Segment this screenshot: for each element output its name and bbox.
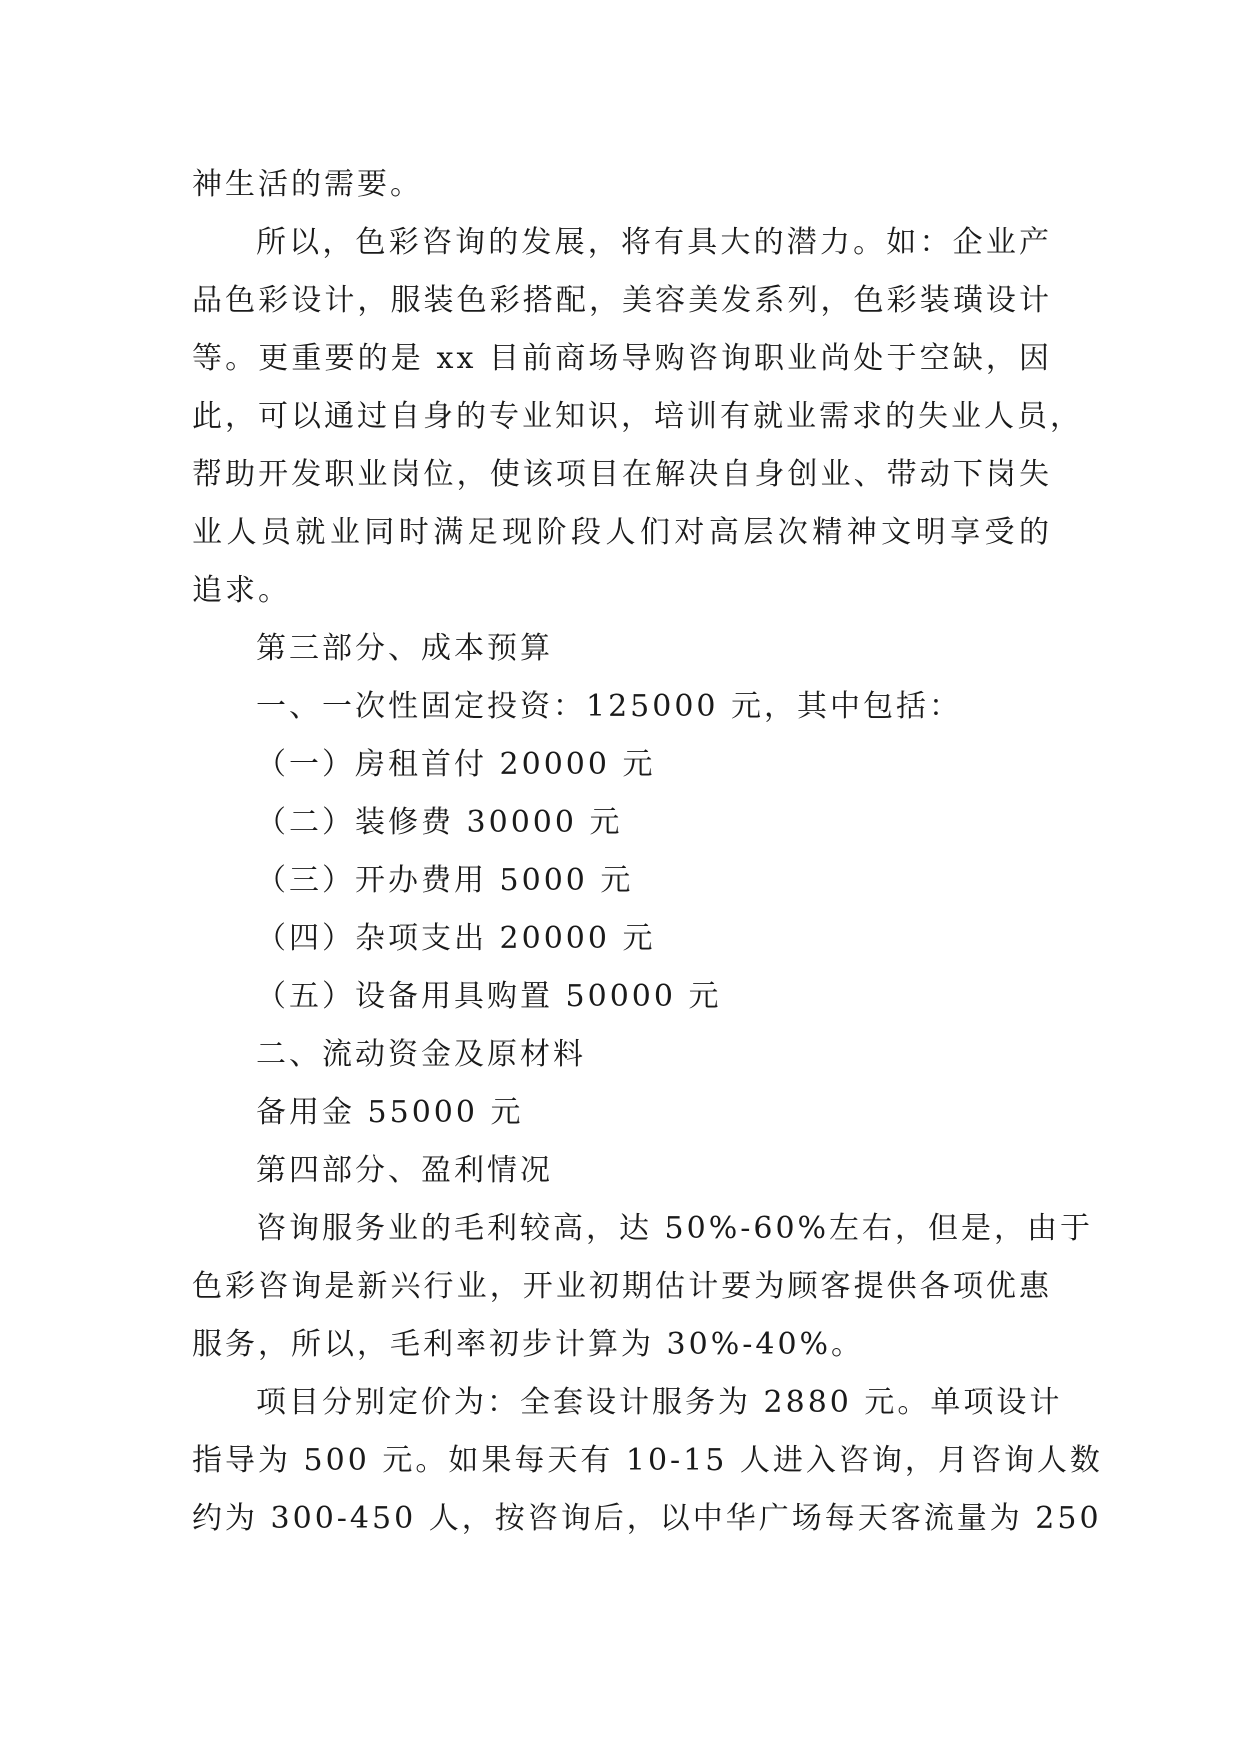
paragraph-line: 约为 300-450 人，按咨询后，以中华广场每天客流量为 250	[192, 1501, 1102, 1536]
paragraph-line: 品色彩设计，服装色彩搭配，美容美发系列，色彩装璜设计	[192, 283, 1052, 318]
paragraph-line: 业人员就业同时满足现阶段人们对高层次精神文明享受的	[192, 515, 1052, 550]
paragraph-line: 此，可以通过自身的专业知识，培训有就业需求的失业人员，	[192, 399, 1083, 434]
paragraph-line: 色彩咨询是新兴行业，开业初期估计要为顾客提供各项优惠	[192, 1269, 1052, 1304]
paragraph-line: 服务，所以，毛利率初步计算为 30%-40%。	[192, 1327, 865, 1362]
list-item: （三）开办费用 5000 元	[256, 863, 634, 898]
list-item: （二）装修费 30000 元	[256, 805, 623, 840]
list-item: （五）设备用具购置 50000 元	[256, 979, 722, 1014]
list-item: （四）杂项支出 20000 元	[256, 921, 656, 956]
paragraph-line: 指导为 500 元。如果每天有 10-15 人进入咨询，月咨询人数	[192, 1443, 1103, 1478]
paragraph-line: 等。更重要的是 xx 目前商场导购咨询职业尚处于空缺，因	[192, 341, 1052, 376]
paragraph-line: 咨询服务业的毛利较高，达 50%-60%左右，但是，由于	[256, 1211, 1094, 1246]
list-heading: 二、流动资金及原材料	[256, 1037, 586, 1072]
list-item: （一）房租首付 20000 元	[256, 747, 656, 782]
paragraph-line: 所以，色彩咨询的发展，将有具大的潜力。如：企业产	[256, 225, 1052, 260]
list-item: 备用金 55000 元	[256, 1095, 524, 1130]
paragraph-line: 项目分别定价为：全套设计服务为 2880 元。单项设计	[256, 1385, 1063, 1420]
paragraph-line: 帮助开发职业岗位，使该项目在解决自身创业、带动下岗失	[192, 457, 1052, 492]
list-heading: 一、一次性固定投资：125000 元，其中包括：	[256, 689, 963, 724]
section-heading: 第三部分、成本预算	[256, 631, 553, 666]
paragraph-line: 追求。	[192, 573, 291, 608]
section-heading: 第四部分、盈利情况	[256, 1153, 553, 1188]
paragraph-line: 神生活的需要。	[192, 167, 423, 202]
